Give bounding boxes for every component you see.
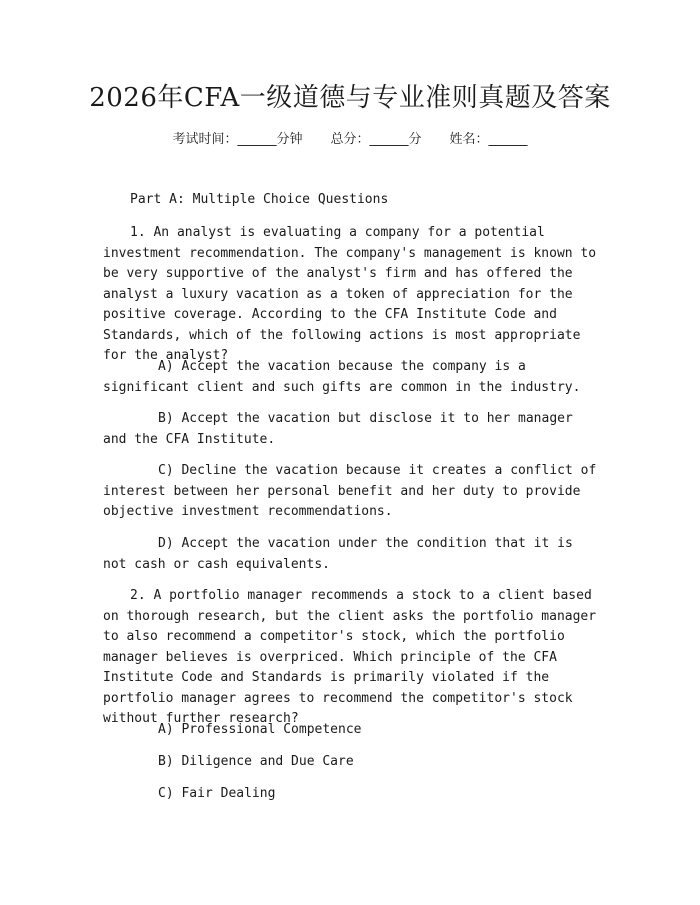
option-text: A) Professional Competence — [158, 722, 362, 737]
question-1-option-b — [103, 409, 598, 450]
question-2-option-b — [103, 752, 653, 773]
exam-info-line — [0, 128, 700, 152]
question-1 — [103, 223, 598, 367]
question-2-option-c — [103, 784, 653, 805]
question-1-option-d — [103, 534, 598, 575]
exam-time-field: 考试时间：______分钟 — [172, 132, 303, 147]
question-text: 2. A portfolio manager recommends a stock to a client based on thorough research, but the client asks the portfolio manager to also recommend a competitor's stock, which the portfolio manager believes is overpriced. Which principle of the CFA Institute Code and Standards is primarily violated if the portfolio manager agrees to recommend the competitor's stock without further research? — [103, 588, 597, 726]
question-2 — [103, 586, 598, 730]
question-text: 1. An analyst is evaluating a company for a potential investment recommendation. The company's management is known to be very supportive of the analyst's firm and has offered the analyst a luxury vacation as a token of appreciation for the positive coverage. According to the CFA Institute Code and Standards, which of the following actions is most appropriate for the analyst? — [103, 225, 597, 363]
total-score-field: 总分：______分 — [330, 132, 422, 147]
question-1-option-c — [103, 461, 598, 523]
name-field: 姓名：______ — [449, 132, 528, 147]
option-text: C) Decline the vacation because it creates a conflict of interest between her personal benefit and her duty to provide objective investment recommendations. — [103, 463, 597, 519]
page-title: 2026年CFA一级道德与专业准则真题及答案 — [89, 83, 611, 113]
option-text: C) Fair Dealing — [158, 786, 276, 801]
option-text: A) Accept the vacation because the company is a significant client and such gifts are common in the industry. — [103, 359, 581, 395]
section-heading — [103, 190, 598, 211]
option-text: B) Accept the vacation but disclose it to her manager and the CFA Institute. — [103, 411, 573, 447]
option-text: B) Diligence and Due Care — [158, 754, 354, 769]
question-2-option-a — [103, 720, 653, 741]
option-text: D) Accept the vacation under the condition that it is not cash or cash equivalents. — [103, 536, 573, 572]
section-title: Part A: Multiple Choice Questions — [130, 192, 389, 207]
question-1-option-a — [103, 357, 598, 398]
